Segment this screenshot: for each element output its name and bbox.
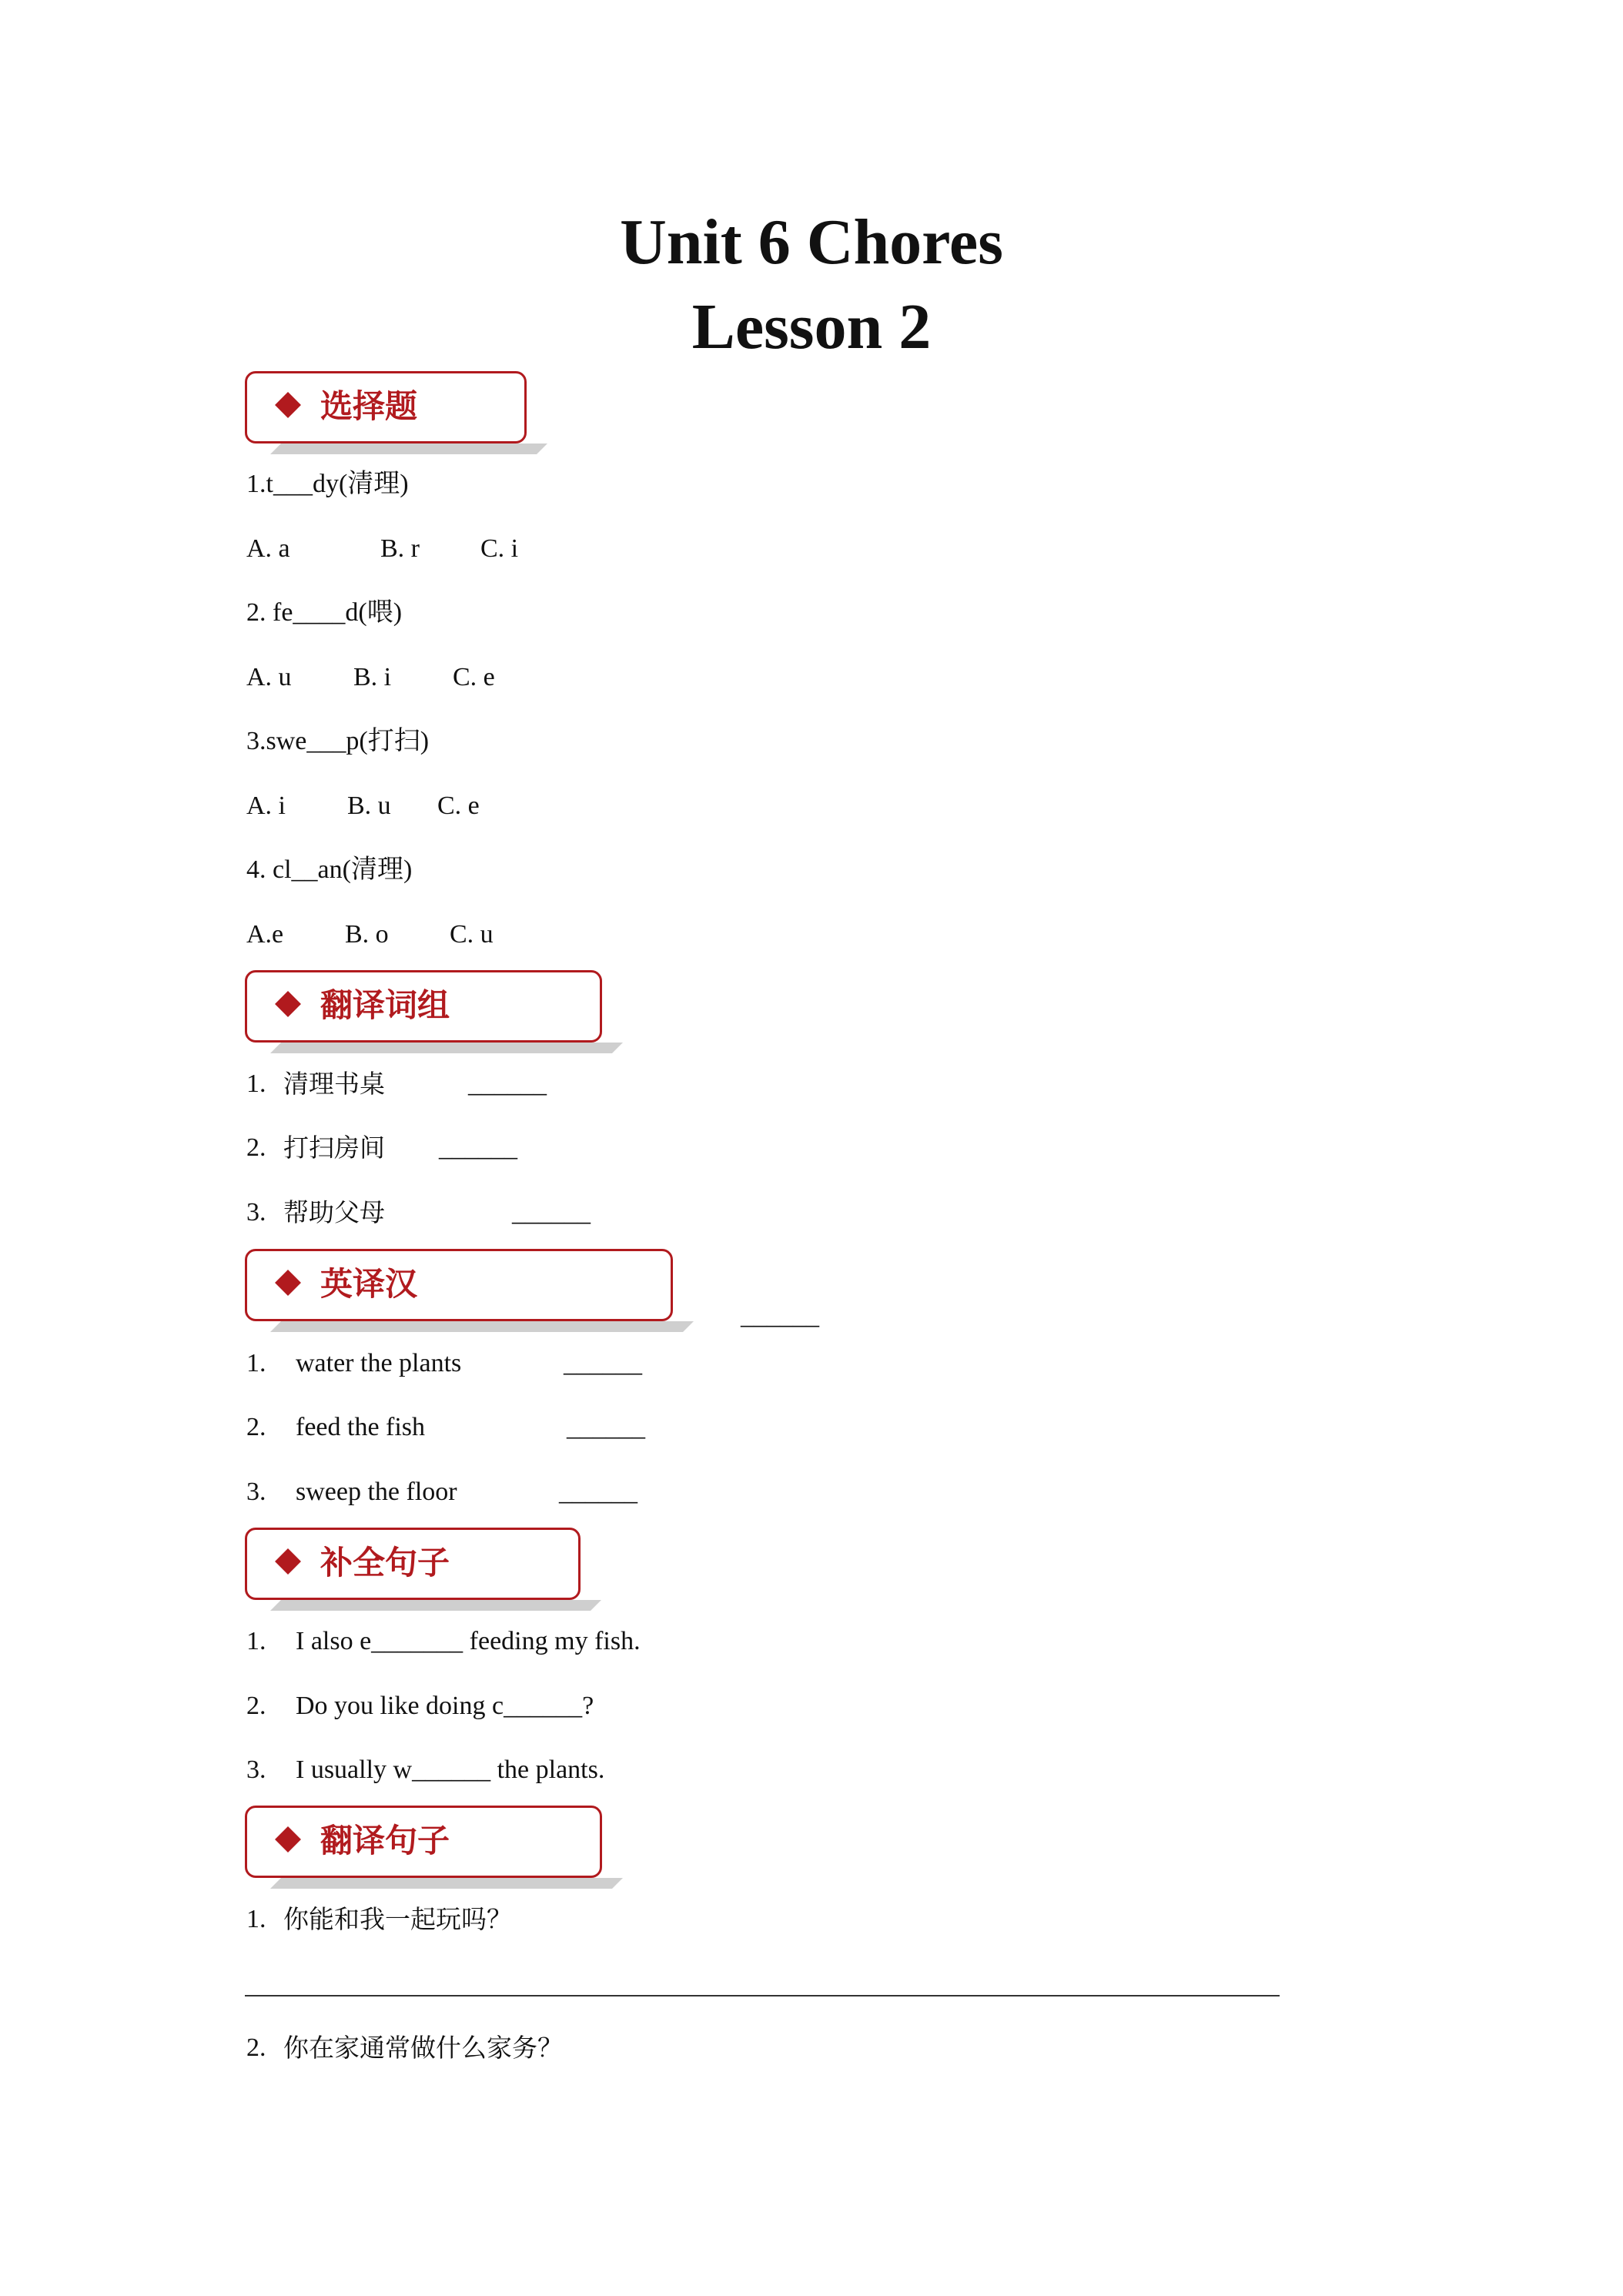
phrase-1-num: 1.: [246, 1069, 266, 1098]
complete-1-text: I also e_______ feeding my fish.: [296, 1627, 641, 1655]
en2cn-3-num: 3.: [246, 1478, 266, 1506]
choice-q4-option-b: B. o: [345, 920, 389, 949]
phrase-3-num: 3.: [246, 1198, 266, 1227]
choice-q1-option-c: C. i: [480, 534, 519, 563]
translate-1-num: 1.: [246, 1905, 266, 1933]
complete-3-num: 3.: [246, 1755, 266, 1784]
phrase-1-text: 清理书桌: [283, 1069, 385, 1099]
section-header-translate: [245, 1806, 630, 1881]
answer-line: [245, 1995, 1280, 1996]
en2cn-3-text: sweep the floor: [296, 1478, 457, 1506]
en2cn-2-num: 2.: [246, 1413, 266, 1441]
complete-1-num: 1.: [246, 1627, 266, 1655]
choice-q1-stem: 1.t___dy(清理): [246, 470, 409, 498]
stray-blank: ______: [741, 1301, 819, 1330]
complete-2-text: Do you like doing c______?: [296, 1692, 594, 1720]
choice-q2-option-b: B. i: [353, 663, 392, 691]
en2cn-1-num: 1.: [246, 1349, 266, 1377]
phrase-2-text: 打扫房间: [283, 1133, 385, 1163]
section-header-choice: [245, 371, 553, 447]
section-header-complete: [245, 1528, 607, 1603]
title-lesson: Lesson 2: [691, 291, 932, 363]
complete-2-num: 2.: [246, 1692, 266, 1720]
choice-q4-option-a: A.e: [246, 920, 284, 949]
choice-q4-stem: 4. cl__an(清理): [246, 855, 413, 884]
translate-2-text: 你在家通常做什么家务？: [283, 2033, 563, 2063]
translate-2-num: 2.: [246, 2033, 266, 2062]
en2cn-2-text: feed the fish: [296, 1413, 426, 1441]
en2cn-1-blank: ______: [564, 1349, 642, 1377]
phrase-2-blank: ______: [439, 1133, 517, 1162]
choice-q1-option-b: B. r: [380, 534, 420, 563]
choice-q4-option-c: C. u: [450, 920, 494, 949]
section-label: 翻译句子: [320, 1822, 450, 1859]
choice-q1-option-a: A. a: [246, 534, 290, 563]
choice-q2-stem: 2. fe____d(喂): [246, 598, 403, 627]
choice-q3-option-a: A. i: [246, 792, 286, 820]
phrase-1-blank: ______: [468, 1069, 547, 1098]
choice-q3-stem: 3.swe___p(打扫): [246, 727, 430, 755]
section-label: 翻译词组: [320, 986, 450, 1024]
en2cn-1-text: water the plants: [296, 1349, 462, 1377]
choice-q2-option-a: A. u: [246, 663, 292, 691]
section-label: 选择题: [320, 387, 418, 425]
choice-q3-option-b: B. u: [347, 792, 391, 820]
section-header-en2cn: [245, 1249, 699, 1324]
phrase-3-text: 帮助父母: [283, 1197, 385, 1227]
complete-3-text: I usually w______ the plants.: [296, 1755, 605, 1784]
phrase-3-blank: ______: [512, 1198, 591, 1227]
en2cn-2-blank: ______: [567, 1413, 645, 1441]
title-unit: Unit 6 Chores: [620, 206, 1003, 278]
section-label: 英译汉: [320, 1265, 418, 1303]
phrase-2-num: 2.: [246, 1133, 266, 1162]
translate-1-text: 你能和我一起玩吗？: [283, 1904, 512, 1934]
section-label: 补全句子: [320, 1544, 450, 1581]
choice-q3-option-c: C. e: [437, 792, 480, 820]
section-header-phrases: [245, 970, 630, 1046]
en2cn-3-blank: ______: [559, 1478, 637, 1506]
choice-q2-option-c: C. e: [453, 663, 495, 691]
